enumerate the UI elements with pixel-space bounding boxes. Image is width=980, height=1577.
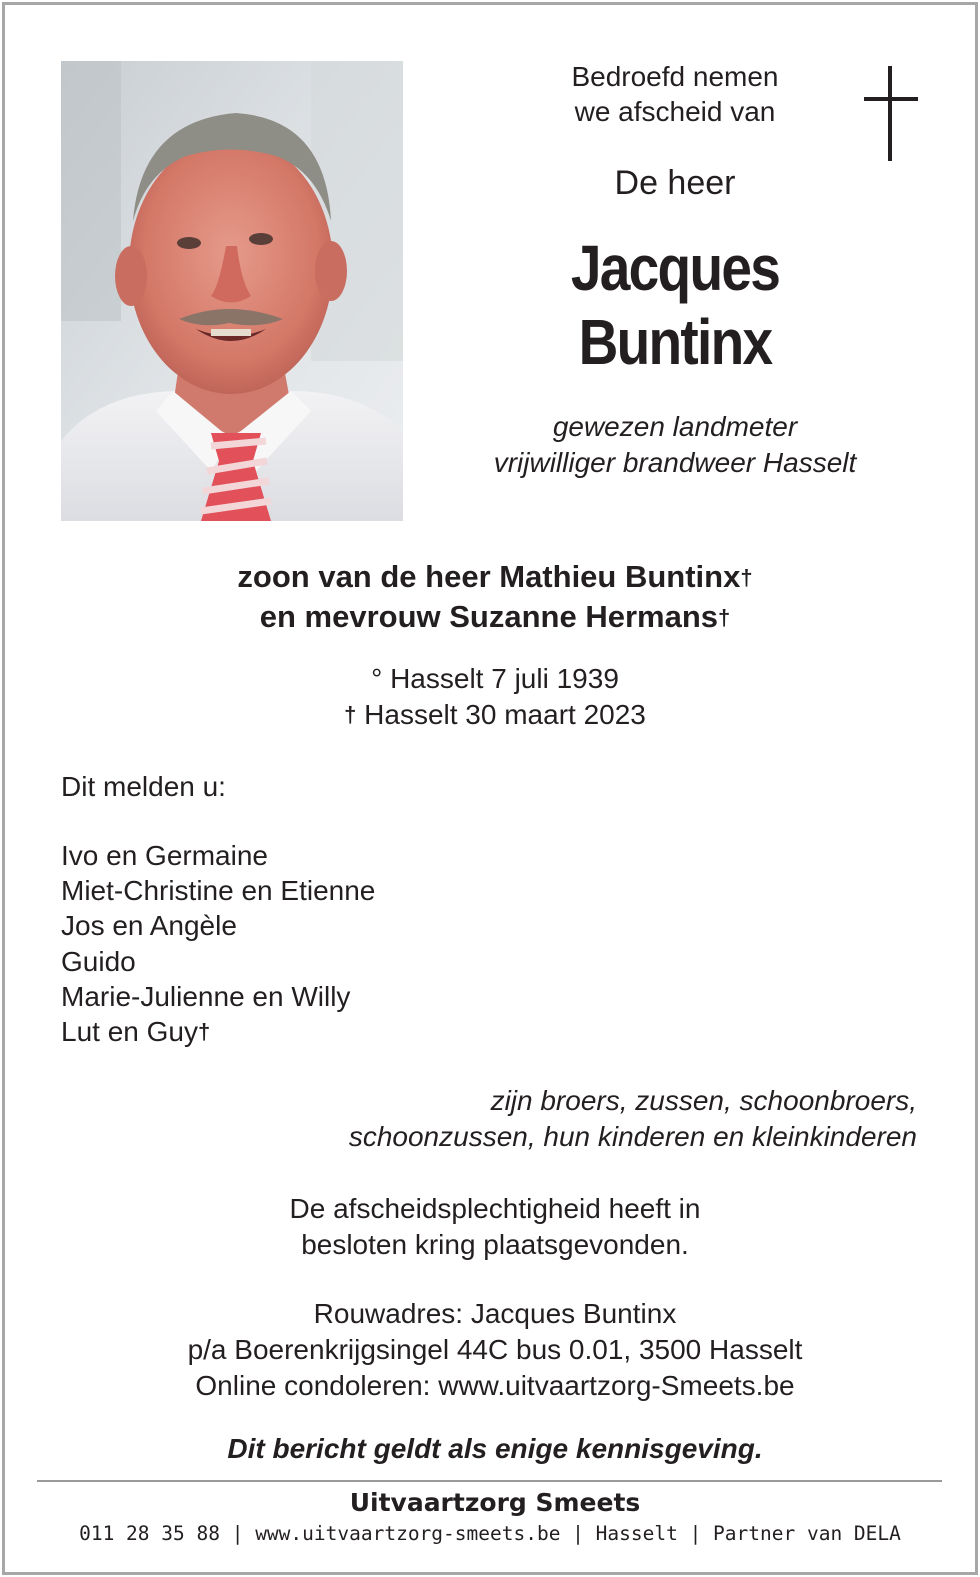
deceased-name xyxy=(529,231,821,379)
footer-company: Uitvaartzorg Smeets xyxy=(349,1488,641,1517)
address-line-3: Online condoleren: www.uitvaartzorg-Smeets.be xyxy=(195,1370,795,1401)
list-item: Ivo en Germaine xyxy=(61,840,268,871)
first-name: Jacques xyxy=(570,232,780,304)
mother-text: en mevrouw Suzanne Hermans xyxy=(259,599,718,634)
dagger-icon: † xyxy=(718,605,731,630)
list-item: Guido xyxy=(61,945,136,977)
death-date: Hasselt 30 maart 2023 xyxy=(364,699,646,730)
address xyxy=(45,1296,945,1404)
relations-line-1: zijn broers, zussen, schoonbroers, xyxy=(490,1085,917,1116)
announce-text: Dit melden u: xyxy=(61,771,226,802)
list-item-text: Lut en Guy xyxy=(61,1016,198,1048)
death-date-line xyxy=(145,697,845,733)
ceremony-line-1: De afscheidsplechtigheid heeft in xyxy=(289,1193,701,1224)
cross-icon xyxy=(861,63,921,163)
list-item: Marie-Julienne en Willy xyxy=(61,980,351,1012)
address-line-1: Rouwadres: Jacques Buntinx xyxy=(313,1298,677,1329)
role-2: vrijwilliger brandweer Hasselt xyxy=(493,447,857,478)
intro-line-1: Bedroefd nemen xyxy=(571,61,779,92)
intro-line-2: we afscheid van xyxy=(574,96,776,127)
notice-text: Dit bericht geldt als enige kennisgeving. xyxy=(227,1433,763,1464)
parents xyxy=(45,557,945,637)
ceremony-line-2: besloten kring plaatsgevonden. xyxy=(301,1229,689,1260)
dagger-icon: † xyxy=(740,565,753,590)
relations xyxy=(205,1083,917,1155)
family-list xyxy=(61,838,375,1049)
roles xyxy=(445,409,905,481)
intro-text xyxy=(525,59,825,129)
portrait-photo xyxy=(61,61,403,521)
birth-date: ° Hasselt 7 juli 1939 xyxy=(371,663,619,694)
relations-line-2: schoonzussen, hun kinderen en kleinkinderen xyxy=(348,1121,917,1152)
role-1: gewezen landmeter xyxy=(552,411,798,442)
parents-line-1 xyxy=(45,557,945,597)
parents-line-2 xyxy=(45,597,945,637)
dagger-icon: † xyxy=(197,1019,211,1045)
obituary-card xyxy=(2,2,978,1575)
last-name: Buntinx xyxy=(578,306,772,378)
ceremony-text xyxy=(145,1191,845,1263)
list-item xyxy=(61,1014,375,1049)
father-text: zoon van de heer Mathieu Buntinx xyxy=(237,559,741,594)
list-item: Miet-Christine en Etienne xyxy=(61,875,376,907)
address-line-2: p/a Boerenkrijgsingel 44C bus 0.01, 3500 Hasselt xyxy=(187,1334,803,1365)
divider xyxy=(37,1480,942,1482)
title-prefix: De heer xyxy=(614,164,736,202)
dagger-icon: † xyxy=(344,702,357,727)
dates xyxy=(145,661,845,733)
footer-contact: 011 28 35 88 | www.uitvaartzorg-smeets.be | Hasselt | Partner van DELA xyxy=(79,1522,901,1545)
list-item: Jos en Angèle xyxy=(61,910,237,942)
